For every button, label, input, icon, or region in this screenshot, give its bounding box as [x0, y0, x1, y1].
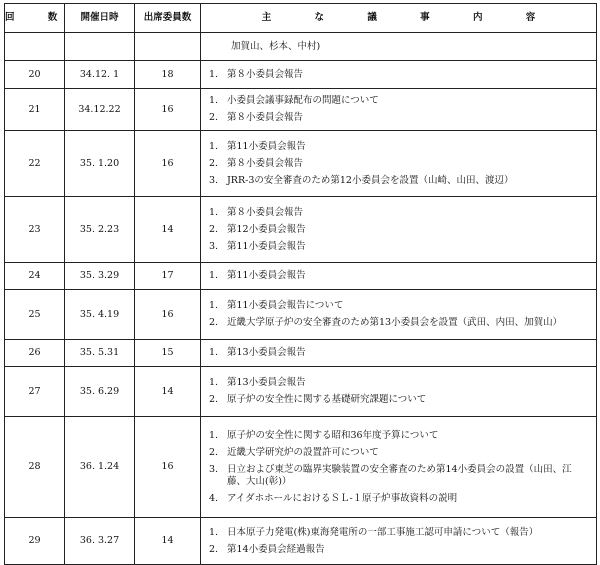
- agenda-item-text: 第11小委員会報告: [227, 270, 306, 281]
- agenda-item-text: 第８小委員会報告: [227, 157, 304, 169]
- agenda-items-cell: [201, 518, 597, 565]
- continuation-empty-cell: [65, 33, 135, 61]
- agenda-item-number: 1.: [209, 206, 219, 218]
- attendee-count-cell: 15: [135, 340, 201, 367]
- agenda-item-text: JRR-3の安全審査のため第12小委員会を設置（山崎、山田、渡辺）: [227, 174, 514, 186]
- continuation-row: [5, 33, 597, 61]
- attendee-count-cell: 16: [135, 89, 201, 131]
- meeting-date-cell: 35. 5.31: [65, 340, 135, 367]
- agenda-item-number: 2.: [209, 157, 219, 169]
- agenda-item: [207, 224, 590, 236]
- agenda-item-number: 1.: [209, 347, 219, 358]
- agenda-item-number: 1.: [209, 68, 219, 80]
- agenda-item: [207, 270, 590, 282]
- attendee-count-cell: 16: [135, 417, 201, 518]
- continuation-text: 加賀山、杉本、中村): [231, 40, 321, 52]
- attendee-count-cell: 16: [135, 131, 201, 197]
- agenda-item-text: 第８小委員会報告: [227, 112, 304, 123]
- agenda-item-number: 1.: [209, 526, 219, 538]
- meeting-date-cell: 34.12. 1: [65, 61, 135, 89]
- attendee-count-cell: 14: [135, 367, 201, 417]
- agenda-item: [207, 112, 590, 124]
- meeting-number-cell: 29: [5, 518, 65, 565]
- minutes-table-page: [4, 3, 596, 565]
- agenda-item-number: 1.: [209, 377, 219, 388]
- agenda-item-text: 第13小委員会報告: [227, 377, 306, 388]
- meeting-number-cell: 27: [5, 367, 65, 417]
- meeting-date-cell: 35. 4.19: [65, 290, 135, 340]
- meeting-number-cell: 21: [5, 89, 65, 131]
- agenda-items-cell: [201, 61, 597, 89]
- agenda-item-text: 原子炉の安全性に関する昭和36年度予算について: [227, 429, 439, 441]
- table-header-row: [5, 4, 597, 33]
- committee-meetings-table: [4, 3, 597, 565]
- agenda-item: [207, 175, 590, 187]
- agenda-item: [207, 347, 590, 359]
- meeting-date-cell: 35. 6.29: [65, 367, 135, 417]
- meeting-number-cell: 25: [5, 290, 65, 340]
- agenda-item: [207, 527, 590, 539]
- attendee-count-cell: 14: [135, 518, 201, 565]
- agenda-item: [207, 447, 590, 459]
- continuation-empty-cell: [135, 33, 201, 61]
- agenda-item: [207, 544, 590, 556]
- meeting-date-cell: 36. 1.24: [65, 417, 135, 518]
- continuation-empty-cell: [5, 33, 65, 61]
- header-meeting-number: 回 数: [5, 4, 65, 33]
- agenda-item-text: 日本原子力発電(株)東海発電所の一部工事施工認可申請について（報告）: [227, 526, 539, 538]
- agenda-item: [207, 464, 590, 488]
- agenda-item-number: 1.: [209, 95, 219, 106]
- agenda-items-cell: [201, 290, 597, 340]
- attendee-count-cell: 18: [135, 61, 201, 89]
- agenda-item-text: 近畿大学原子炉の安全審査のため第13小委員会を設置（武田、内田、加賀山）: [227, 317, 563, 328]
- table-row: [5, 290, 597, 340]
- table-row: [5, 61, 597, 89]
- agenda-items-cell: [201, 367, 597, 417]
- meeting-number-cell: 20: [5, 61, 65, 89]
- meeting-date-cell: 35. 1.20: [65, 131, 135, 197]
- meeting-date-cell: 36. 3.27: [65, 518, 135, 565]
- agenda-item-text: アイダホホールにおけるＳＬ-１原子炉事故資料の説明: [227, 492, 458, 504]
- agenda-item: [207, 493, 590, 505]
- continuation-cell: [201, 33, 597, 61]
- agenda-item: [207, 141, 590, 153]
- agenda-item-number: 4.: [209, 492, 219, 504]
- agenda-item: [207, 158, 590, 170]
- agenda-item-number: 2.: [209, 317, 219, 328]
- agenda-item-text: 第11小委員会報告について: [227, 300, 344, 311]
- meeting-number-cell: 26: [5, 340, 65, 367]
- header-agenda-items: 主 な 議 事 内 容: [201, 4, 597, 33]
- agenda-item-number: 1.: [209, 300, 219, 311]
- agenda-item-number: 3.: [209, 174, 219, 186]
- agenda-item-number: 1.: [209, 429, 219, 441]
- agenda-item-text: 小委員会議事録配布の問題について: [227, 95, 379, 106]
- agenda-item-text: 第11小委員会報告: [227, 240, 306, 252]
- table-row: [5, 417, 597, 518]
- agenda-item-number: 1.: [209, 270, 219, 281]
- agenda-items-cell: [201, 131, 597, 197]
- agenda-item-number: 2.: [209, 223, 219, 235]
- agenda-item: [207, 69, 590, 81]
- attendee-count-cell: 16: [135, 290, 201, 340]
- agenda-item-number: 1.: [209, 140, 219, 152]
- table-row: [5, 340, 597, 367]
- table-row: [5, 197, 597, 263]
- agenda-item-number: 2.: [209, 543, 219, 555]
- agenda-item-text: 第11小委員会報告: [227, 140, 306, 152]
- table-row: [5, 518, 597, 565]
- agenda-item-text: 第14小委員会経過報告: [227, 543, 325, 555]
- agenda-item-number: 2.: [209, 394, 219, 405]
- agenda-item-text: 第13小委員会報告: [227, 347, 306, 358]
- agenda-items-cell: [201, 197, 597, 263]
- agenda-item: [207, 430, 590, 442]
- agenda-item: [207, 207, 590, 219]
- agenda-item-number: 3.: [209, 240, 219, 252]
- header-date: 開催日時: [65, 4, 135, 33]
- agenda-item-text: 近畿大学研究炉の設置許可について: [227, 446, 379, 458]
- table-row: [5, 131, 597, 197]
- agenda-item: [207, 377, 590, 389]
- agenda-item-number: 2.: [209, 112, 219, 123]
- agenda-item: [207, 300, 590, 312]
- meeting-number-cell: 28: [5, 417, 65, 518]
- agenda-items-cell: [201, 340, 597, 367]
- agenda-items-cell: [201, 417, 597, 518]
- agenda-item-text: 日立および東芝の臨界実験装置の安全審査のため第14小委員会の設置（山田、江藤、大山(彰)）: [227, 463, 572, 487]
- table-row: [5, 263, 597, 290]
- meeting-date-cell: 35. 2.23: [65, 197, 135, 263]
- agenda-item-number: 3.: [209, 463, 219, 475]
- agenda-item-text: 第８小委員会報告: [227, 206, 304, 218]
- agenda-items-cell: [201, 89, 597, 131]
- agenda-item-text: 第12小委員会報告: [227, 223, 306, 235]
- agenda-item: [207, 394, 590, 406]
- agenda-item: [207, 317, 590, 329]
- meeting-number-cell: 24: [5, 263, 65, 290]
- agenda-items-cell: [201, 263, 597, 290]
- attendee-count-cell: 17: [135, 263, 201, 290]
- table-row: [5, 367, 597, 417]
- meeting-date-cell: 34.12.22: [65, 89, 135, 131]
- agenda-item: [207, 241, 590, 253]
- agenda-item: [207, 95, 590, 107]
- agenda-item-text: 原子炉の安全性に関する基礎研究課題について: [227, 394, 427, 405]
- agenda-item-text: 第８小委員会報告: [227, 68, 304, 80]
- meeting-number-cell: 22: [5, 131, 65, 197]
- attendee-count-cell: 14: [135, 197, 201, 263]
- meeting-number-cell: 23: [5, 197, 65, 263]
- agenda-item-number: 2.: [209, 446, 219, 458]
- meeting-date-cell: 35. 3.29: [65, 263, 135, 290]
- table-row: [5, 89, 597, 131]
- header-attendees: 出席委員数: [135, 4, 201, 33]
